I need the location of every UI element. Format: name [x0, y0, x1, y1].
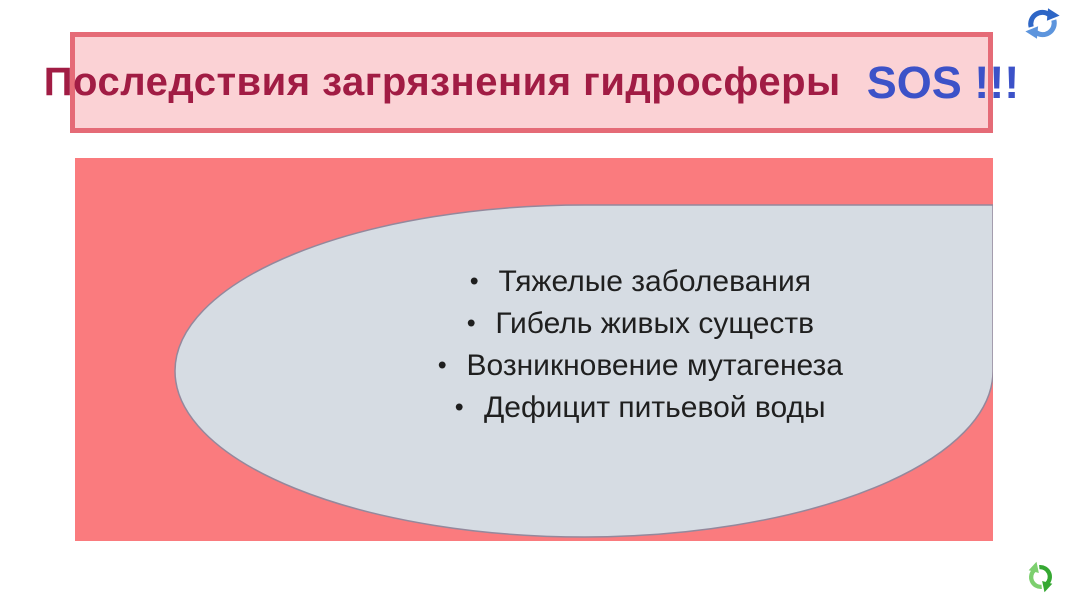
- bullet-item: [300, 345, 980, 387]
- bullet-marker: •: [466, 309, 476, 338]
- bullet-marker: •: [437, 351, 447, 380]
- bullet-marker: •: [469, 267, 479, 296]
- bullet-item: [300, 261, 980, 303]
- bullet-text: Гибель живых существ: [495, 307, 815, 340]
- bullet-text: Дефицит питьевой воды: [483, 391, 826, 424]
- bullet-text: Возникновение мутагенеза: [466, 349, 843, 382]
- title-banner: [43, 32, 1020, 133]
- recycle-arrows-icon: [1022, 559, 1059, 595]
- bullet-item: [300, 303, 980, 345]
- bullet-marker: •: [455, 393, 465, 422]
- sos-label: SOS !!!: [866, 56, 1020, 108]
- bullet-list: [300, 261, 980, 429]
- slide-title: Последствия загрязнения гидросферы: [43, 60, 841, 104]
- sync-arrows-icon: [1024, 5, 1061, 42]
- bullet-item: [300, 387, 980, 429]
- bullet-text: Тяжелые заболевания: [498, 265, 811, 298]
